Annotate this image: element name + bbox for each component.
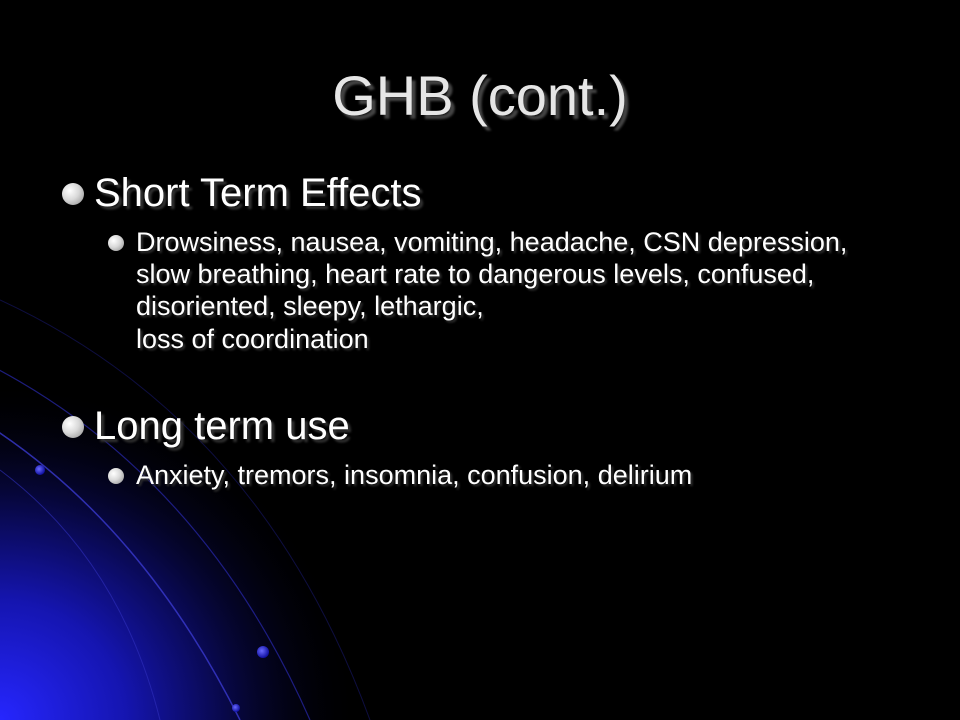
bullet-dot-icon [62, 416, 84, 438]
section-heading-short-term [62, 169, 422, 217]
list-item-short-term-effects [108, 226, 868, 322]
section-heading-text: Long term use [94, 404, 350, 448]
list-item-long-term-use [108, 459, 692, 491]
arc-node [35, 465, 45, 475]
list-item-text: Anxiety, tremors, insomnia, confusion, delirium [136, 460, 693, 490]
section-heading-long-term [62, 402, 350, 450]
bullet-dot-icon [62, 183, 84, 205]
arc-node [232, 704, 240, 712]
bullet-dot-icon [108, 468, 124, 484]
arc-node [257, 646, 269, 658]
list-item-text: loss of coordination [136, 324, 369, 354]
list-item-text: Drowsiness, nausea, vomiting, headache, CSN depression, slow breathing, heart rate to dangerous levels, confused, disoriented, sleepy, lethargic, [136, 227, 848, 321]
section-heading-text: Short Term Effects [94, 171, 422, 215]
slide-title: GHB (cont.) [332, 64, 628, 127]
list-item-continuation [108, 323, 369, 355]
bullet-dot-icon [108, 235, 124, 251]
